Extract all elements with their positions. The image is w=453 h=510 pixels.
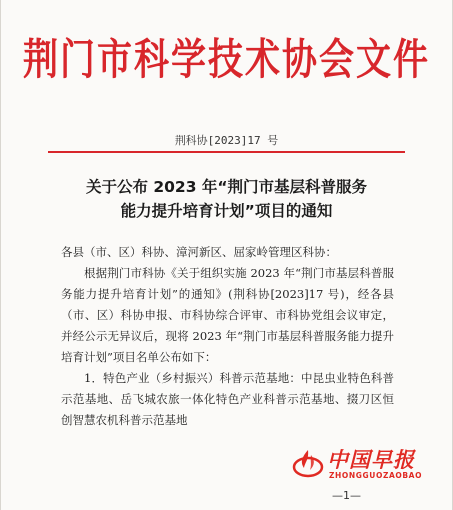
- notice-body: [61, 242, 394, 431]
- org-header-title: 荆门市科学技术协会文件: [22, 36, 430, 86]
- document-number: 荆科协[2023]17 号: [174, 134, 279, 147]
- notice-title-line-1: 关于公布 2023 年“荆门市基层科普服务: [85, 178, 368, 196]
- flame-logo-icon: [291, 446, 325, 480]
- page-number: —1—: [332, 489, 361, 502]
- list-item-1: 1．特色产业（乡村振兴）科普示范基地：中昆虫业特色科普示范基地、岳飞城农旅一体化特色产业科普示范基地、掇刀区恒创智慧农机科普示范基地: [61, 371, 394, 427]
- salutation: 各县（市、区）科协、漳河新区、屈家岭管理区科协：: [61, 245, 337, 259]
- notice-title: [21, 175, 432, 223]
- watermark: [291, 444, 441, 486]
- body-paragraph-1: 根据荆门市科协《关于组织实施 2023 年“荆门市基层科普服务能力提升培育计划”的通知》(荆科协[2023]17 号)，经各县（市、区）科协申报、市科协综合评审、市科协党组会议审定，并经公示无异议后，现将 2023 年“荆门市基层科普服务能力提升培育计划”项目名单公布如下：: [61, 266, 394, 364]
- watermark-name-cn: 中国早报: [327, 448, 415, 472]
- notice-title-line-2: 能力提升培育计划”项目的通知: [120, 202, 333, 220]
- watermark-name-en: ZHONGGUOZAOBAO: [329, 471, 423, 480]
- header-divider: [48, 151, 405, 153]
